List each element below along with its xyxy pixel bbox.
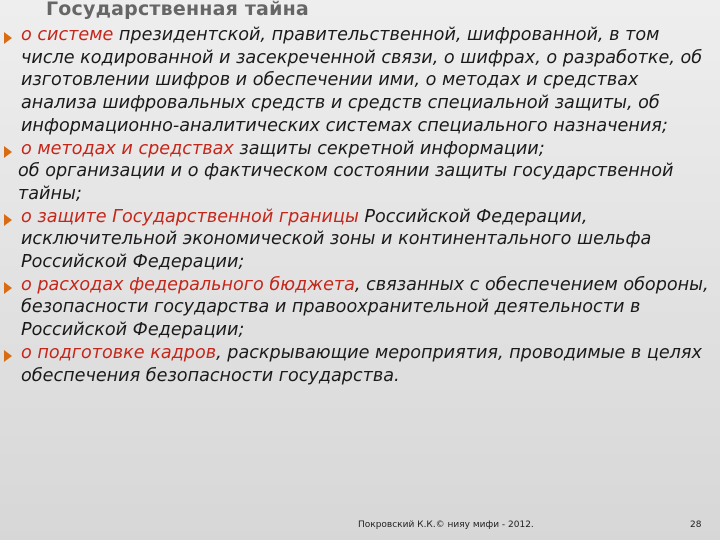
item-highlight: о системе [21, 25, 114, 45]
bullet-arrow-icon [4, 214, 12, 226]
item-text: президентской, правительственной, шифрованной, в том числе кодированной и засекреченной связи, о шифрах, о разработке, об изготовлении шифров и обеспечении ими, о методах и средствах анализа шифровальных средств и средств специальной защиты, об информационно-аналитических системах специального назначения; [21, 25, 703, 136]
list-item [0, 160, 720, 205]
list-item [0, 206, 720, 274]
bullet-list [0, 24, 720, 387]
bullet-arrow-icon [4, 350, 12, 362]
list-item [0, 24, 720, 138]
slide-title: Государственная тайна [46, 0, 309, 20]
bullet-arrow-icon [4, 282, 12, 294]
bullet-arrow-icon [4, 32, 12, 44]
item-highlight: о защите Государственной границы [21, 206, 359, 227]
page-number: 28 [690, 520, 702, 530]
item-text: , раскрывающие мероприятия, проводимые в целях обеспечения безопасности государства. [21, 342, 702, 386]
item-text: , связанных с обеспечением обороны, безопасности государства и правоохранительной деятельности в Российской Федерации; [21, 274, 709, 341]
item-text: об организации и о фактическом состоянии защиты государственной тайны; [18, 161, 674, 204]
item-text: защиты секретной информации; [233, 138, 545, 159]
item-text: Российской Федерации, исключительной экономической зоны и континентального шельфа Российской Федерации; [21, 206, 652, 273]
item-highlight: о подготовке кадров [21, 342, 217, 363]
list-item [0, 342, 720, 387]
bullet-arrow-icon [4, 146, 12, 158]
footer-credit: Покровский К.К.© нияу мифи - 2012. [358, 520, 534, 530]
list-item [0, 274, 720, 342]
list-item [0, 138, 720, 161]
item-highlight: о расходах федерального бюджета [21, 274, 355, 295]
item-highlight: о методах и средствах [21, 138, 234, 159]
